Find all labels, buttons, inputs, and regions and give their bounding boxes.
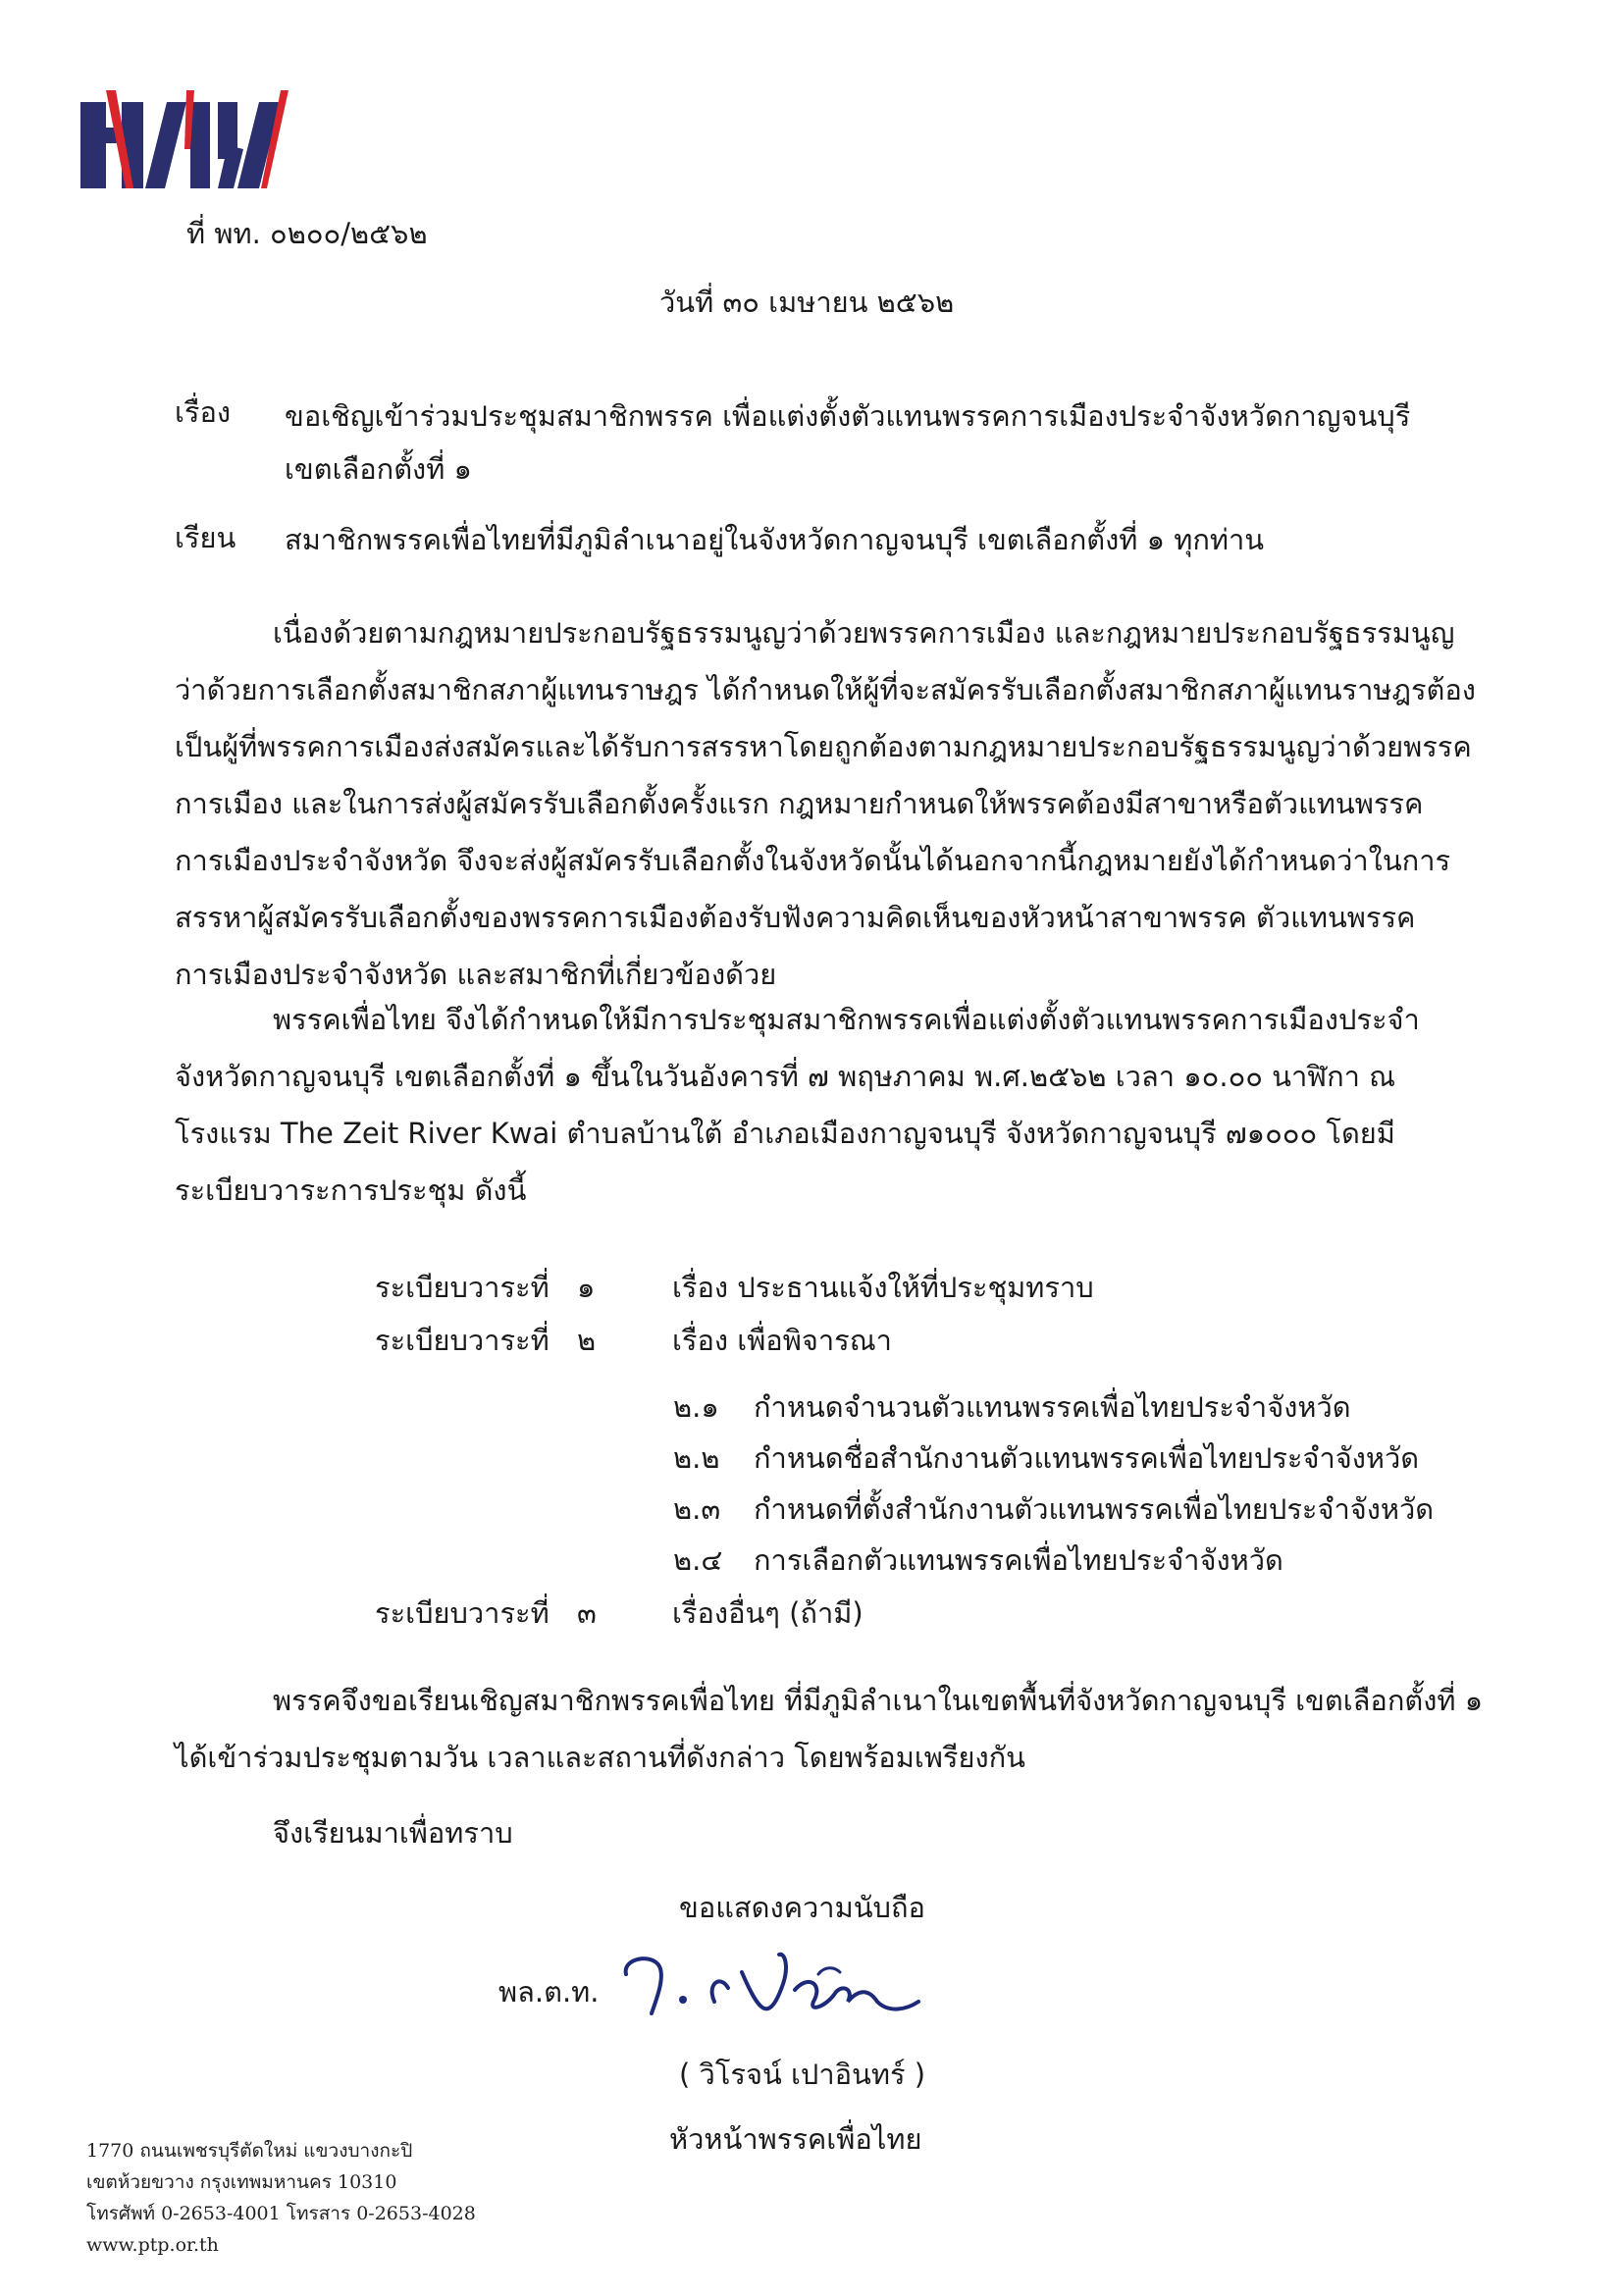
agenda-label: ระเบียบวาระที่ <box>375 1271 550 1304</box>
agenda-number: ๓ <box>577 1596 597 1630</box>
paragraph-line: เนื่องด้วยตามกฎหมายประกอบรัฐธรรมนูญว่าด้วยพรรคการเมือง และกฎหมายประกอบรัฐธรรมนูญ <box>273 616 1455 650</box>
agenda-item <box>375 1321 1258 1360</box>
recipient-label: เรียน <box>175 521 236 554</box>
paragraph-line: การเมือง และในการส่งผู้สมัครรับเลือกตั้งครั้งแรก กฎหมายกำหนดให้พรรคต้องมีสาขาหรือตัวแทนพรรค <box>175 787 1424 820</box>
paragraph-meeting-details <box>175 991 1431 1219</box>
agenda-text: เรื่อง เพื่อพิจารณา <box>672 1324 892 1357</box>
footer-address-line-1: 1770 ถนนเพชรบุรีตัดใหม่ แขวงบางกะปิ <box>86 2140 413 2162</box>
reference-number: ที่ พท. ๐๒๐๐/๒๕๖๒ <box>186 217 428 250</box>
paragraph-line: เป็นผู้ที่พรรคการเมืองส่งสมัครและได้รับการสรรหาโดยถูกต้องตามกฎหมายประกอบรัฐธรรมนูญว่าด้วยพรรค <box>175 730 1472 763</box>
paragraph-line: การเมืองประจำจังหวัด และสมาชิกที่เกี่ยวข้องด้วย <box>175 958 777 991</box>
recipient-text: สมาชิกพรรคเพื่อไทยที่มีภูมิลำเนาอยู่ในจังหวัดกาญจนบุรี เขตเลือกตั้งที่ ๑ ทุกท่าน <box>285 523 1265 556</box>
paragraph-line: สรรหาผู้สมัครรับเลือกตั้งของพรรคการเมืองต้องรับฟังความคิดเห็นของหัวหน้าสาขาพรรค ตัวแทนพรรค <box>175 901 1416 934</box>
agenda-number: ๑ <box>577 1271 596 1304</box>
footer-address-line-2: เขตห้วยขวาง กรุงเทพมหานคร 10310 <box>86 2171 397 2193</box>
paragraph-line: ว่าด้วยการเลือกตั้งสมาชิกสภาผู้แทนราษฎร ได้กำหนดให้ผู้ที่จะสมัครรับเลือกตั้งสมาชิกสภาผู้แทนราษฎรต้อง <box>175 673 1476 706</box>
agenda-number: ๒ <box>577 1324 597 1357</box>
paragraph-line: ระเบียบวาระการประชุม ดังนี้ <box>175 1174 527 1207</box>
subitem-number: ๒.๒ <box>673 1441 720 1475</box>
paragraph-line: พรรคจึงขอเรียนเชิญสมาชิกพรรคเพื่อไทย ที่มีภูมิลำเนาในเขตพื้นที่จังหวัดกาญจนบุรี เขตเลือกตั้งที่ ๑ <box>273 1684 1484 1717</box>
signer-rank: พล.ต.ท. <box>498 1975 600 2009</box>
agenda-item <box>375 1593 1258 1633</box>
letter-date: วันที่ ๓๐ เมษายน ๒๕๖๒ <box>659 286 955 319</box>
footer-address-block <box>86 2135 476 2261</box>
paragraph-line: ได้เข้าร่วมประชุมตามวัน เวลาและสถานที่ดังกล่าว โดยพร้อมเพรียงกัน <box>175 1741 1025 1774</box>
subject-line-1: ขอเชิญเข้าร่วมประชุมสมาชิกพรรค เพื่อแต่งตั้งตัวแทนพรรคการเมืองประจำจังหวัดกาญจนบุรี <box>285 399 1411 433</box>
subitem-text: กำหนดที่ตั้งสำนักงานตัวแทนพรรคเพื่อไทยประจำจังหวัด <box>754 1492 1435 1526</box>
subject-label: เรื่อง <box>175 395 232 429</box>
subitem-text: การเลือกตัวแทนพรรคเพื่อไทยประจำจังหวัด <box>754 1543 1283 1577</box>
regards-line: ขอแสดงความนับถือ <box>679 1891 925 1924</box>
paragraph-line: การเมืองประจำจังหวัด จึงจะส่งผู้สมัครรับเลือกตั้งในจังหวัดนั้นได้นอกจากนี้กฎหมายยังได้กำหนดว่าในการ <box>175 844 1451 877</box>
agenda-text: เรื่อง ประธานแจ้งให้ที่ประชุมทราบ <box>672 1271 1094 1304</box>
closing-line: จึงเรียนมาเพื่อทราบ <box>273 1816 513 1850</box>
agenda-label: ระเบียบวาระที่ <box>375 1596 550 1630</box>
subitem-text: กำหนดจำนวนตัวแทนพรรคเพื่อไทยประจำจังหวัด <box>754 1390 1351 1424</box>
subitem-number: ๒.๓ <box>673 1492 721 1526</box>
subitem-number: ๒.๑ <box>673 1390 719 1424</box>
agenda-text: เรื่องอื่นๆ (ถ้ามี) <box>672 1596 864 1630</box>
signer-name: ( วิโรจน์ เปาอินทร์ ) <box>679 2058 926 2091</box>
paragraph-invitation <box>175 1672 1484 1786</box>
handwritten-signature <box>612 1945 926 2033</box>
party-logo <box>80 90 296 188</box>
paragraph-line: จังหวัดกาญจนบุรี เขตเลือกตั้งที่ ๑ ขึ้นในวันอังคารที่ ๗ พฤษภาคม พ.ศ.๒๕๖๒ เวลา ๑๐.๐๐ นาฬิกา ณ <box>175 1060 1396 1093</box>
agenda-label: ระเบียบวาระที่ <box>375 1324 550 1357</box>
paragraph-line: โรงแรม The Zeit River Kwai ตำบลบ้านใต้ อำเภอเมืองกาญจนบุรี จังหวัดกาญจนบุรี ๗๑๐๐๐ โดยมี <box>175 1117 1395 1150</box>
signer-position: หัวหน้าพรรคเพื่อไทย <box>669 2122 922 2156</box>
agenda-item <box>375 1268 1258 1307</box>
paragraph-line: พรรคเพื่อไทย จึงได้กำหนดให้มีการประชุมสมาชิกพรรคเพื่อแต่งตั้งตัวแทนพรรคการเมืองประจำ <box>273 1003 1420 1036</box>
footer-phone: โทรศัพท์ 0-2653-4001 โทรสาร 0-2653-4028 <box>86 2203 476 2224</box>
subitem-number: ๒.๔ <box>673 1543 723 1577</box>
paragraph-legal-basis <box>175 604 1476 1003</box>
footer-website: www.ptp.or.th <box>86 2234 219 2256</box>
subject-line-2: เขตเลือกตั้งที่ ๑ <box>285 452 472 486</box>
subitem-text: กำหนดชื่อสำนักงานตัวแทนพรรคเพื่อไทยประจำจังหวัด <box>754 1441 1420 1475</box>
